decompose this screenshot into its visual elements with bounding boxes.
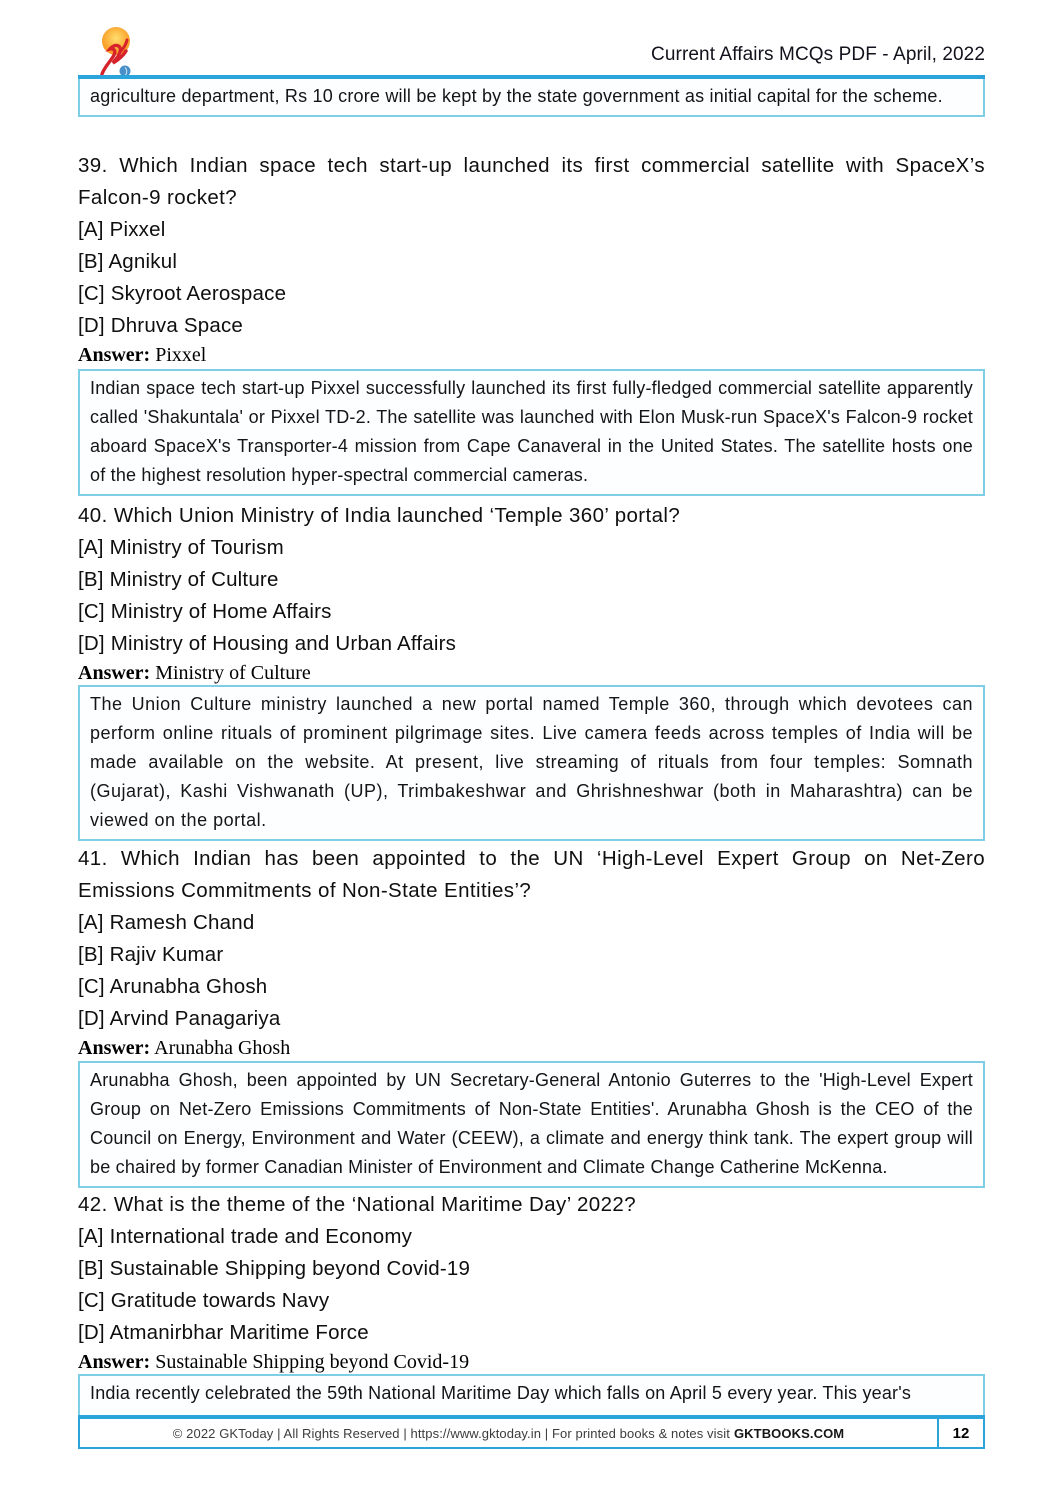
- option-key: [C]: [78, 975, 105, 998]
- page-number: 12: [952, 1424, 970, 1442]
- question-42: [78, 1189, 985, 1375]
- option-c: [C] Skyroot Aerospace: [78, 282, 287, 305]
- option-key: [A]: [78, 536, 104, 559]
- option-key: [B]: [78, 250, 104, 273]
- pdf-page: [78, 0, 985, 1497]
- answer-value: Pixxel: [155, 344, 207, 366]
- question-text: 39. Which Indian space tech start-up launched its first commercial satellite with SpaceX’s Falcon-9 rocket?: [78, 154, 985, 209]
- option-key: [D]: [78, 1007, 105, 1030]
- question-39: [78, 150, 985, 368]
- option-c: [C] Gratitude towards Navy: [78, 1289, 330, 1312]
- answer-line: [78, 1349, 985, 1375]
- explanation-text: The Union Culture ministry launched a new portal named Temple 360, through which devotees can perform online rituals of prominent pilgrimage sites. Live camera feeds across temples of India will be made available on the website. At present, live streaming of rituals from four temples: Somnath (Gujarat), Kashi Vishwanath (UP), Trimbakeshwar and Ghrishneshwar (both in Maharashtra) can be viewed on the portal.: [90, 694, 973, 830]
- explanation-text: Arunabha Ghosh, been appointed by UN Secretary-General Antonio Guterres to the 'High-Level Expert Group on Net-Zero Emissions Commitments of Non-State Entities'. Arunabha Ghosh is the CEO of the Council on Energy, Environment and Water (CEEW), a climate and energy think tank. The expert group will be chaired by former Canadian Minister of Environment and Climate Change Catherine McKenna.: [90, 1070, 973, 1177]
- question-text: 42. What is the theme of the ‘National Maritime Day’ 2022?: [78, 1193, 637, 1216]
- option-a: [A] Pixxel: [78, 218, 166, 241]
- answer-line: [78, 342, 985, 368]
- option-d: [D] Atmanirbhar Maritime Force: [78, 1321, 369, 1344]
- question-number: 39.: [78, 154, 108, 177]
- question-40: [78, 500, 985, 686]
- question-text: 40. Which Union Ministry of India launched ‘Temple 360’ portal?: [78, 504, 681, 527]
- option-c: [C] Ministry of Home Affairs: [78, 600, 332, 623]
- option-d: [D] Dhruva Space: [78, 314, 244, 337]
- answer-line: [78, 660, 985, 686]
- footer-brand: GKTBOOKS.COM: [733, 1425, 845, 1441]
- answer-value: Ministry of Culture: [155, 662, 311, 684]
- option-c: [C] Arunabha Ghosh: [78, 975, 268, 998]
- explanation-box-continuation: [78, 79, 985, 117]
- question-number: 40.: [78, 504, 108, 527]
- question-41: [78, 843, 985, 1061]
- option-key: [A]: [78, 218, 104, 241]
- explanation-text: India recently celebrated the 59th National Maritime Day which falls on April 5 every year. This year's: [90, 1383, 912, 1403]
- explanation-text: Indian space tech start-up Pixxel successfully launched its first fully-fledged commercial satellite apparently called 'Shakuntala' or Pixxel TD-2. The satellite was launched with Elon Musk-run SpaceX's Falcon-9 rocket aboard SpaceX's Transporter-4 mission from Cape Canaveral in the United States. The satellite hosts one of the highest resolution hyper-spectral commercial cameras.: [90, 378, 973, 485]
- option-key: [D]: [78, 1321, 105, 1344]
- answer-value: Sustainable Shipping beyond Covid-19: [155, 1351, 470, 1373]
- option-key: [B]: [78, 943, 104, 966]
- page-title: Current Affairs MCQs PDF - April, 2022: [651, 44, 985, 65]
- option-a: [A] Ministry of Tourism: [78, 536, 284, 559]
- explanation-box-clipped: [78, 1374, 985, 1415]
- answer-label: Answer:: [78, 344, 151, 366]
- question-number: 42.: [78, 1193, 108, 1216]
- answer-label: Answer:: [78, 1351, 151, 1373]
- option-d: [D] Ministry of Housing and Urban Affairs: [78, 632, 457, 655]
- option-key: [D]: [78, 314, 105, 337]
- option-key: [A]: [78, 911, 104, 934]
- footer-copyright: © 2022 GKToday | All Rights Reserved | https://www.gktoday.in | For printed books & notes visit GKTBOOKS.COM: [80, 1419, 939, 1447]
- option-d: [D] Arvind Panagariya: [78, 1007, 281, 1030]
- question-text: 41. Which Indian has been appointed to the UN ‘High-Level Expert Group on Net-Zero Emissions Commitments of Non-State Entities’?: [78, 847, 985, 902]
- option-b: [B] Ministry of Culture: [78, 568, 279, 591]
- option-key: [D]: [78, 632, 105, 655]
- option-b: [B] Rajiv Kumar: [78, 943, 224, 966]
- option-a: [A] International trade and Economy: [78, 1225, 413, 1248]
- option-b: [B] Sustainable Shipping beyond Covid-19: [78, 1257, 471, 1280]
- gktoday-logo: [92, 25, 140, 81]
- option-key: [C]: [78, 282, 105, 305]
- gktoday-logo-icon: [92, 25, 140, 81]
- answer-value: Arunabha Ghosh: [154, 1037, 291, 1059]
- explanation-box: [78, 369, 985, 496]
- question-number: 41.: [78, 847, 108, 870]
- explanation-text: agriculture department, Rs 10 crore will be kept by the state government as initial capital for the scheme.: [90, 86, 943, 106]
- answer-line: [78, 1035, 985, 1061]
- option-key: [C]: [78, 600, 105, 623]
- option-key: [B]: [78, 1257, 104, 1280]
- option-key: [A]: [78, 1225, 104, 1248]
- explanation-box: [78, 685, 985, 841]
- answer-label: Answer:: [78, 662, 151, 684]
- option-b: [B] Agnikul: [78, 250, 178, 273]
- page-footer: [78, 1415, 985, 1449]
- answer-label: Answer:: [78, 1037, 151, 1059]
- option-key: [B]: [78, 568, 104, 591]
- explanation-box: [78, 1061, 985, 1188]
- option-key: [C]: [78, 1289, 105, 1312]
- option-a: [A] Ramesh Chand: [78, 911, 255, 934]
